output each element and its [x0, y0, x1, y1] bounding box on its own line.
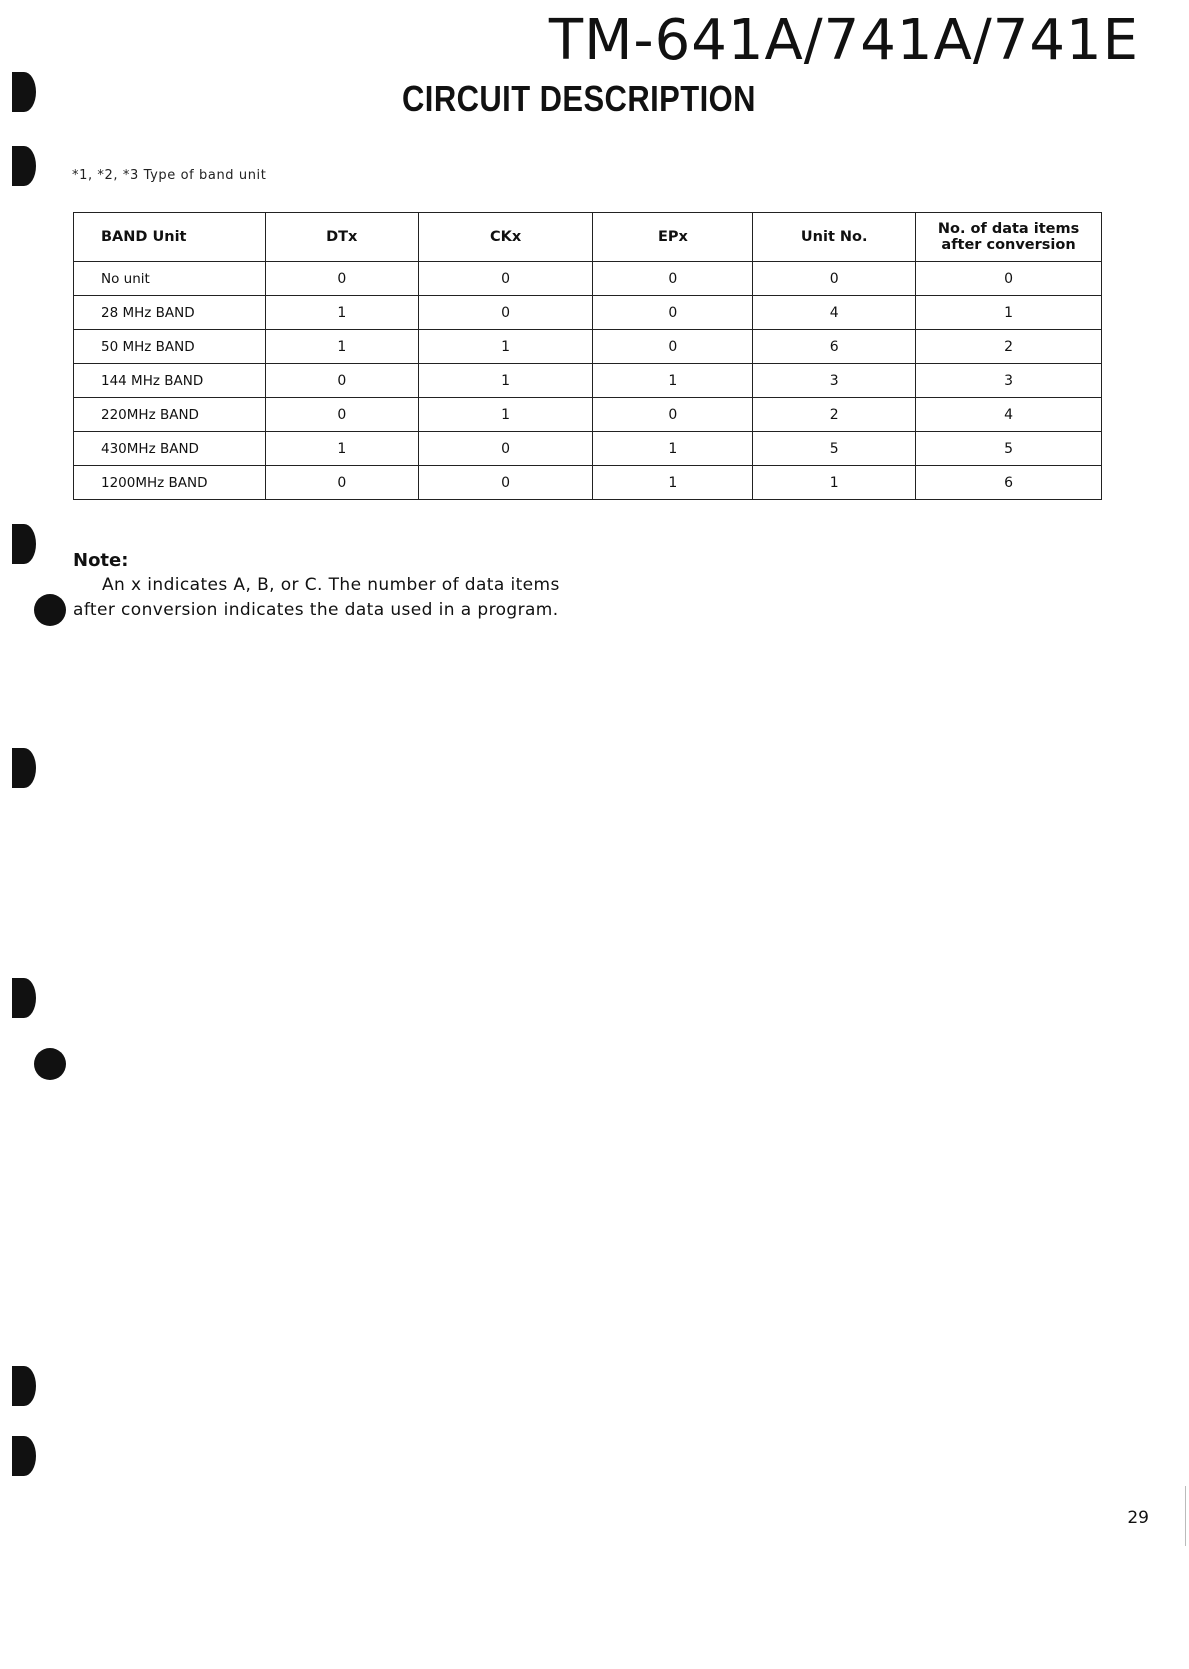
- punch-hole: [12, 146, 36, 186]
- ckx-cell: 0: [418, 466, 593, 500]
- data-items-cell: 3: [916, 364, 1102, 398]
- dtx-cell: 0: [265, 466, 418, 500]
- note-line: after conversion indicates the data used in a program.: [73, 600, 559, 620]
- table-row: [74, 262, 1102, 296]
- table-row: [74, 432, 1102, 466]
- unit-no-cell: 4: [753, 296, 916, 330]
- ckx-cell: 1: [418, 330, 593, 364]
- punch-hole: [12, 72, 36, 112]
- epx-cell: 0: [593, 398, 753, 432]
- column-header: Unit No.: [753, 213, 916, 262]
- punch-hole: [12, 978, 36, 1018]
- table-row: [74, 330, 1102, 364]
- epx-cell: 1: [593, 466, 753, 500]
- section-title: CIRCUIT DESCRIPTION: [402, 78, 756, 119]
- epx-cell: 0: [593, 262, 753, 296]
- note-line: An x indicates A, B, or C. The number of data items: [102, 575, 560, 595]
- epx-cell: 0: [593, 330, 753, 364]
- note-text: [73, 573, 633, 623]
- dtx-cell: 1: [265, 432, 418, 466]
- data-items-cell: 1: [916, 296, 1102, 330]
- page-number: 29: [1127, 1508, 1149, 1528]
- epx-cell: 0: [593, 296, 753, 330]
- table-row: [74, 296, 1102, 330]
- punch-hole: [34, 594, 66, 626]
- unit-no-cell: 6: [753, 330, 916, 364]
- punch-hole: [12, 1366, 36, 1406]
- epx-cell: 1: [593, 432, 753, 466]
- dtx-cell: 0: [265, 364, 418, 398]
- band-unit-table: [73, 212, 1102, 500]
- column-header: CKx: [418, 213, 593, 262]
- table-row: [74, 466, 1102, 500]
- data-items-cell: 5: [916, 432, 1102, 466]
- table-caption: *1, *2, *3 Type of band unit: [72, 168, 267, 183]
- scan-edge-mark: [1185, 1486, 1186, 1546]
- epx-cell: 1: [593, 364, 753, 398]
- unit-no-cell: 3: [753, 364, 916, 398]
- model-title: TM-641A/741A/741E: [548, 8, 1139, 73]
- ckx-cell: 0: [418, 432, 593, 466]
- band-cell: 430MHz BAND: [74, 432, 266, 466]
- table-header-row: [74, 213, 1102, 262]
- punch-hole: [34, 1048, 66, 1080]
- column-header: DTx: [265, 213, 418, 262]
- band-cell: No unit: [74, 262, 266, 296]
- column-header: BAND Unit: [74, 213, 266, 262]
- punch-hole: [12, 748, 36, 788]
- band-cell: 28 MHz BAND: [74, 296, 266, 330]
- column-header: No. of data items after conversion: [916, 213, 1102, 262]
- note-heading: Note:: [73, 550, 129, 571]
- ckx-cell: 0: [418, 262, 593, 296]
- unit-no-cell: 0: [753, 262, 916, 296]
- dtx-cell: 0: [265, 262, 418, 296]
- table-row: [74, 364, 1102, 398]
- unit-no-cell: 5: [753, 432, 916, 466]
- table-row: [74, 398, 1102, 432]
- unit-no-cell: 1: [753, 466, 916, 500]
- data-items-cell: 4: [916, 398, 1102, 432]
- band-cell: 50 MHz BAND: [74, 330, 266, 364]
- dtx-cell: 1: [265, 330, 418, 364]
- band-cell: 220MHz BAND: [74, 398, 266, 432]
- punch-hole: [12, 524, 36, 564]
- data-items-cell: 6: [916, 466, 1102, 500]
- data-items-cell: 0: [916, 262, 1102, 296]
- data-items-cell: 2: [916, 330, 1102, 364]
- ckx-cell: 0: [418, 296, 593, 330]
- dtx-cell: 1: [265, 296, 418, 330]
- band-cell: 1200MHz BAND: [74, 466, 266, 500]
- punch-hole: [12, 1436, 36, 1476]
- band-cell: 144 MHz BAND: [74, 364, 266, 398]
- ckx-cell: 1: [418, 398, 593, 432]
- column-header: EPx: [593, 213, 753, 262]
- ckx-cell: 1: [418, 364, 593, 398]
- dtx-cell: 0: [265, 398, 418, 432]
- unit-no-cell: 2: [753, 398, 916, 432]
